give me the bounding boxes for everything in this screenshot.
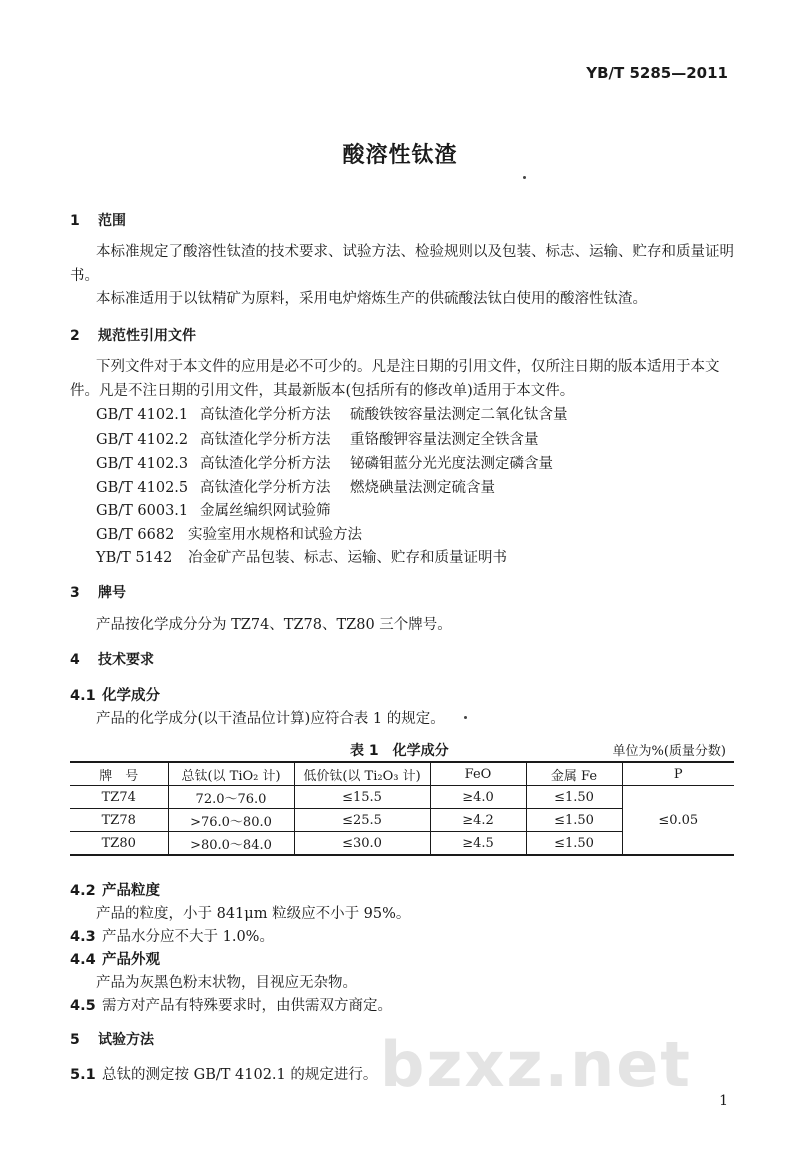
table-cell: TZ78 bbox=[70, 809, 168, 832]
reference-item: GB/T 6682 实验室用水规格和试验方法 bbox=[96, 527, 362, 543]
table-cell: 72.0～76.0 bbox=[168, 786, 294, 809]
column-header: 总钛(以 TiO₂ 计) bbox=[168, 762, 294, 786]
section-4-5: 4.5 需方对产品有特殊要求时，由供需双方商定。 bbox=[70, 998, 392, 1014]
table-cell: ≤1.50 bbox=[526, 809, 622, 832]
section-4-1-heading: 4.1 化学成分 bbox=[70, 688, 160, 704]
reference-item: GB/T 4102.5 高钛渣化学分析方法 燃烧碘量法测定硫含量 bbox=[96, 480, 495, 496]
section-4-4-paragraph: 产品为灰黑色粉末状物，目视应无杂物。 bbox=[96, 975, 357, 991]
section-5-heading: 5 试验方法 bbox=[70, 1032, 154, 1048]
reference-item: GB/T 6003.1 金属丝编织网试验筛 bbox=[96, 503, 331, 519]
table-cell: ≤1.50 bbox=[526, 786, 622, 809]
section-4-2-paragraph: 产品的粒度，小于 841μm 粒级应不小于 95%。 bbox=[96, 906, 411, 922]
section-4-heading: 4 技术要求 bbox=[70, 652, 154, 668]
table-unit: 单位为%(质量分数) bbox=[612, 744, 726, 759]
table-cell: ≥4.5 bbox=[430, 832, 526, 856]
table-cell: >76.0～80.0 bbox=[168, 809, 294, 832]
column-header: 金属 Fe bbox=[526, 762, 622, 786]
page-number: 1 bbox=[719, 1093, 728, 1109]
document-title: 酸溶性钛渣 bbox=[342, 143, 458, 168]
table-header-row bbox=[70, 762, 734, 786]
column-header: 低价钛(以 Ti₂O₃ 计) bbox=[294, 762, 430, 786]
section-3-paragraph: 产品按化学成分分为 TZ74、TZ78、TZ80 三个牌号。 bbox=[96, 617, 452, 633]
speck bbox=[523, 176, 526, 179]
table-cell: ≤25.5 bbox=[294, 809, 430, 832]
standard-code: YB/T 5285—2011 bbox=[586, 64, 728, 82]
table-cell: ≤15.5 bbox=[294, 786, 430, 809]
table-cell: >80.0～84.0 bbox=[168, 832, 294, 856]
section-1-heading: 1 范围 bbox=[70, 213, 126, 229]
table-cell: ≥4.0 bbox=[430, 786, 526, 809]
table-cell: ≥4.2 bbox=[430, 809, 526, 832]
table-cell: TZ74 bbox=[70, 786, 168, 809]
section-2-heading: 2 规范性引用文件 bbox=[70, 328, 196, 344]
reference-item: GB/T 4102.2 高钛渣化学分析方法 重铬酸钾容量法测定全铁含量 bbox=[96, 432, 539, 448]
section-4-1-paragraph: 产品的化学成分(以干渣品位计算)应符合表 1 的规定。 bbox=[96, 711, 445, 727]
column-header: FeO bbox=[430, 762, 526, 786]
column-header: P bbox=[622, 762, 734, 786]
table-caption: 表 1 化学成分 bbox=[350, 743, 449, 759]
section-5-1: 5.1 总钛的测定按 GB/T 4102.1 的规定进行。 bbox=[70, 1067, 378, 1083]
table-row bbox=[70, 786, 734, 809]
section-4-2-heading: 4.2 产品粒度 bbox=[70, 883, 160, 899]
table-cell: ≤30.0 bbox=[294, 832, 430, 856]
section-4-4-heading: 4.4 产品外观 bbox=[70, 952, 160, 968]
table-cell: ≤1.50 bbox=[526, 832, 622, 856]
reference-item: GB/T 4102.3 高钛渣化学分析方法 铋磷钼蓝分光光度法测定磷含量 bbox=[96, 456, 553, 472]
speck bbox=[464, 716, 467, 719]
table-cell-p: ≤0.05 bbox=[622, 786, 734, 856]
section-1-paragraph-1: 本标准规定了酸溶性钛渣的技术要求、试验方法、检验规则以及包装、标志、运输、贮存和质量证明书。 bbox=[70, 244, 734, 284]
chemical-composition-table bbox=[70, 761, 734, 856]
watermark: bzxz.net bbox=[380, 1028, 692, 1101]
reference-item: YB/T 5142 冶金矿产品包装、标志、运输、贮存和质量证明书 bbox=[96, 550, 507, 566]
section-4-3: 4.3 产品水分应不大于 1.0%。 bbox=[70, 929, 274, 945]
section-1-paragraph-2: 本标准适用于以钛精矿为原料，采用电炉熔炼生产的供硫酸法钛白使用的酸溶性钛渣。 bbox=[96, 291, 647, 307]
table-cell: TZ80 bbox=[70, 832, 168, 856]
column-header: 牌 号 bbox=[70, 762, 168, 786]
reference-item: GB/T 4102.1 高钛渣化学分析方法 硫酸铁铵容量法测定二氧化钛含量 bbox=[96, 407, 568, 423]
section-2-intro: 下列文件对于本文件的应用是必不可少的。凡是注日期的引用文件，仅所注日期的版本适用于本文件。凡是不注日期的引用文件，其最新版本(包括所有的修改单)适用于本文件。 bbox=[70, 359, 720, 399]
section-3-heading: 3 牌号 bbox=[70, 585, 126, 601]
